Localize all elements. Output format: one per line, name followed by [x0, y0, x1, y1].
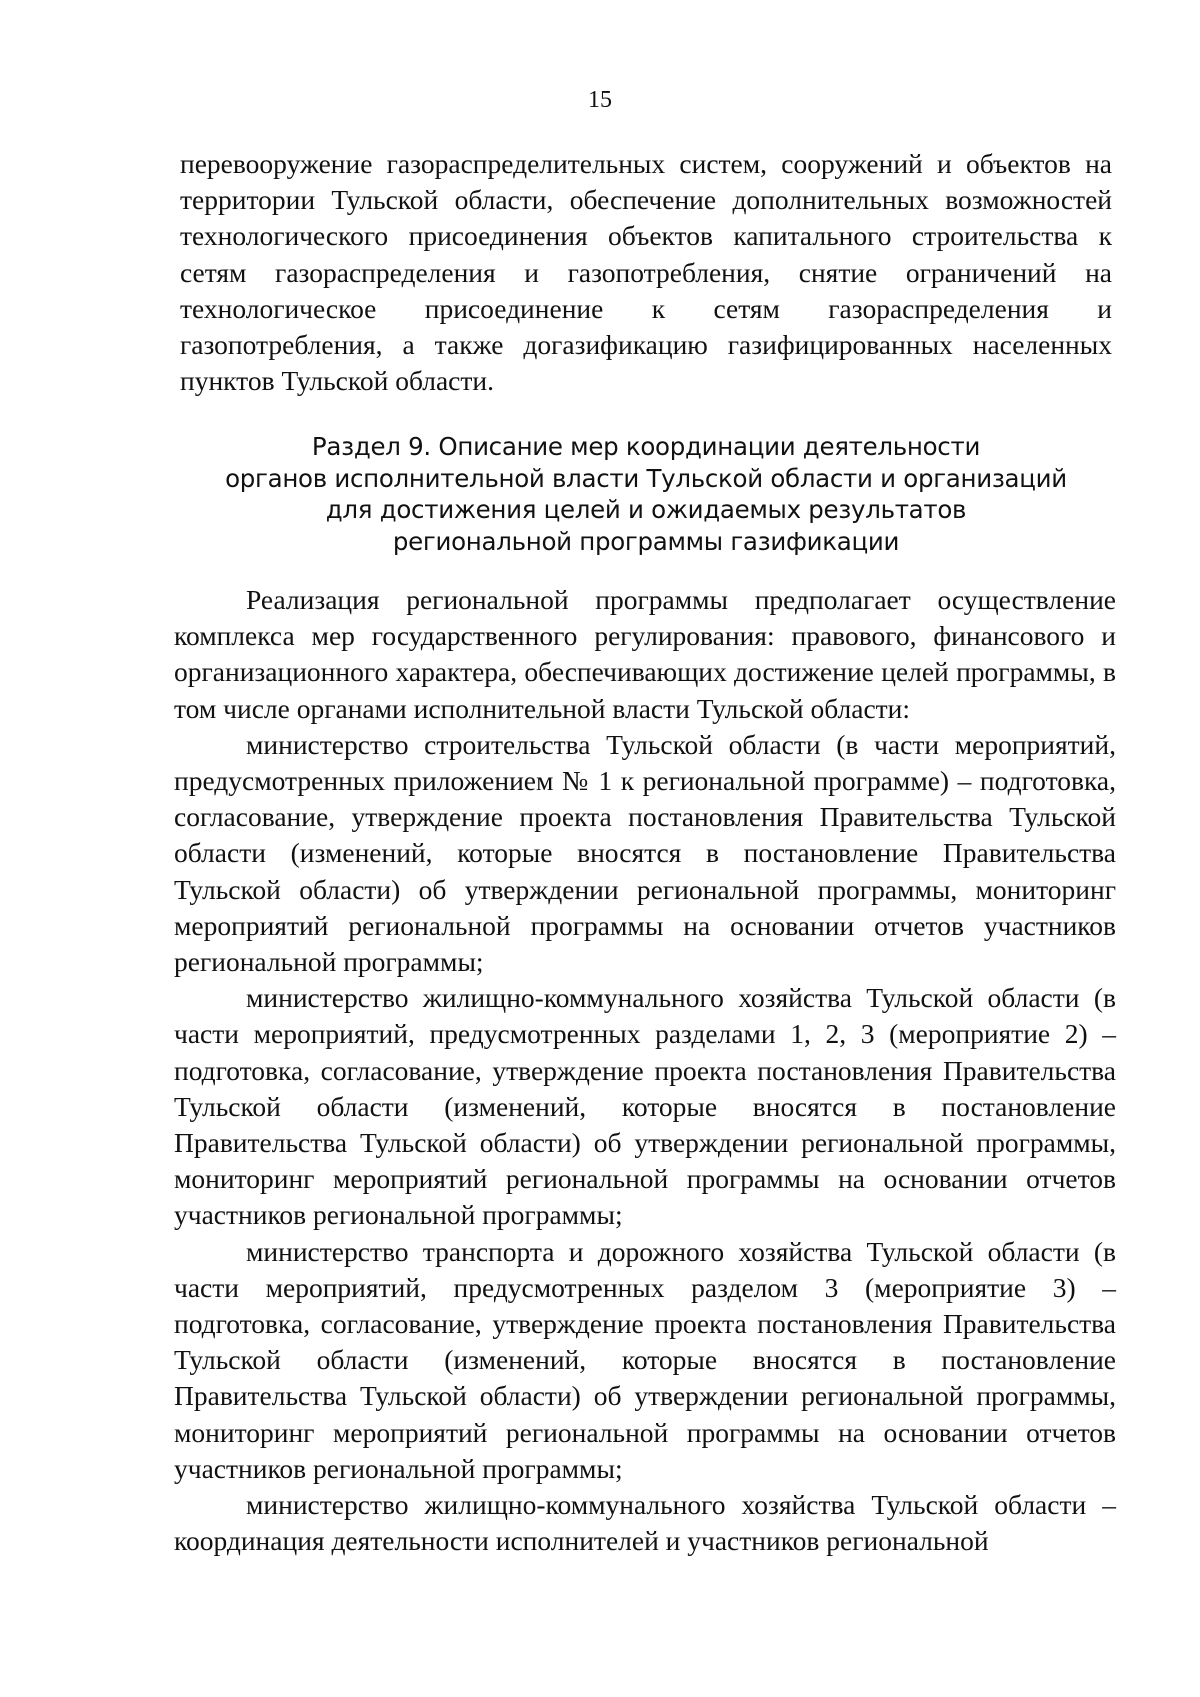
body-paragraph: министерство транспорта и дорожного хозяйства Тульской области (в части мероприятий, предусмотренных разделом 3 (мероприятие 3) – подготовка, согласование, утверждение проекта постановления Правительства Тульской области (изменений, которые вносятся в постановление Правительства Тульской области) об утверждении региональной программы, мониторинг мероприятий региональной программы на основании отчетов участников региональной программы;	[174, 1235, 1116, 1484]
section-heading-line: региональной программы газификации	[392, 526, 900, 556]
intro-text-block	[180, 146, 1112, 399]
section-heading-line: Раздел 9. Описание мер координации деятельности	[311, 432, 981, 461]
page-number: 15	[588, 87, 612, 113]
body-paragraph: министерство жилищно-коммунального хозяйства Тульской области – координация деятельности исполнителей и участников региональной	[174, 1489, 1116, 1557]
section-heading	[176, 431, 1116, 557]
body-paragraph: министерство жилищно-коммунального хозяйства Тульской области (в части мероприятий, предусмотренных разделами 1, 2, 3 (мероприятие 2) – подготовка, согласование, утверждение проекта постановления Правительства Тульской области (изменений, которые вносятся в постановление Правительства Тульской области) об утверждении региональной программы, мониторинг мероприятий региональной программы на основании отчетов участников региональной программы;	[174, 982, 1116, 1231]
intro-paragraph: перевооружение газораспределительных систем, сооружений и объектов на территории Тульской области, обеспечение дополнительных возможностей технологического присоединения объектов капитального строительства к сетям газораспределения и газопотребления, снятие ограничений на технологическое присоединение к сетям газораспределения и газопотребления, а также догазификацию газифицированных населенных пунктов Тульской области.	[180, 148, 1112, 397]
section-heading-line: органов исполнительной власти Тульской области и организаций	[225, 463, 1067, 493]
body-text-block	[174, 582, 1116, 1559]
body-paragraph: Реализация региональной программы предполагает осуществление комплекса мер государственного регулирования: правового, финансового и организационного характера, обеспечивающих достижение целей программы, в том числе органами исполнительной власти Тульской области:	[174, 584, 1116, 724]
body-paragraph: министерство строительства Тульской области (в части мероприятий, предусмотренных приложением № 1 к региональной программе) – подготовка, согласование, утверждение проекта постановления Правительства Тульской области (изменений, которые вносятся в постановление Правительства Тульской области) об утверждении региональной программы, мониторинг мероприятий региональной программы на основании отчетов участников региональной программы;	[174, 728, 1116, 978]
section-heading-line: для достижения целей и ожидаемых результатов	[325, 495, 967, 524]
